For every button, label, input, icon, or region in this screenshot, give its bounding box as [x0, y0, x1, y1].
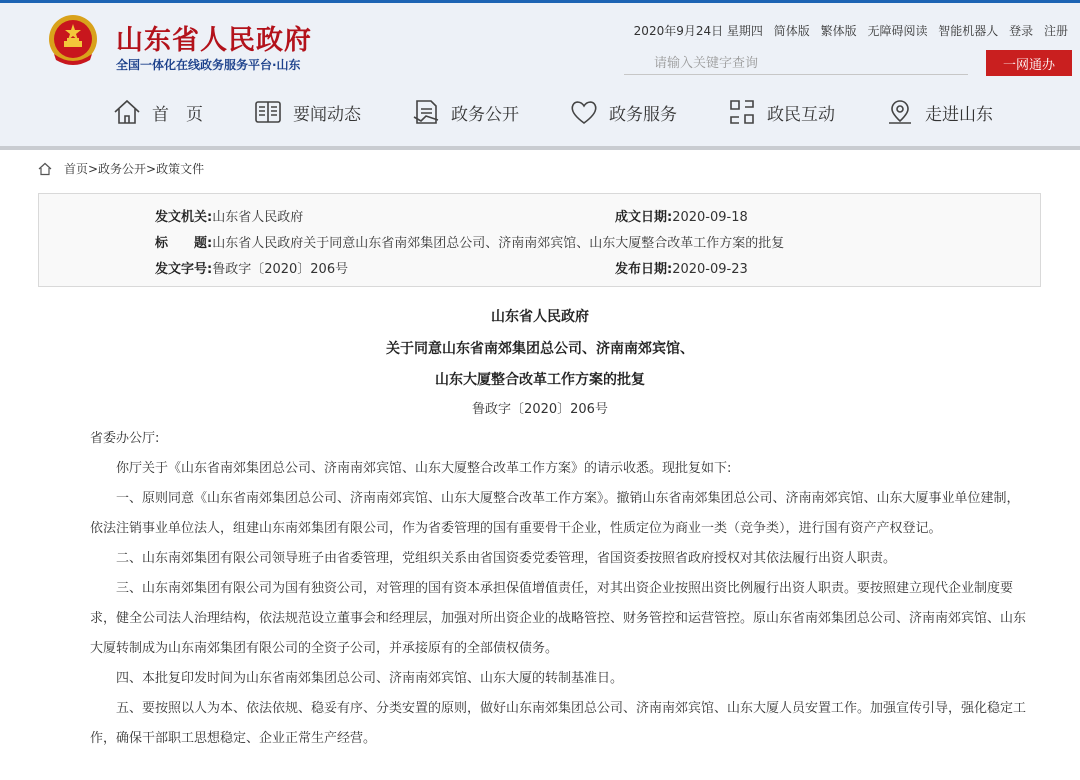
meta-date: [615, 206, 748, 225]
document-title-line-3: 山东大厦整合改革工作方案的批复: [435, 372, 645, 388]
main-nav: [112, 97, 1043, 127]
home-icon: [112, 97, 142, 127]
nav-news-label: 要闻动态: [293, 104, 361, 125]
link-robot[interactable]: 智能机器人: [938, 24, 999, 38]
site-title[interactable]: 山东省人民政府: [116, 25, 312, 56]
link-accessible[interactable]: 无障碍阅读: [867, 24, 928, 38]
meta-title-label: 标 题:: [155, 236, 213, 251]
meta-date-label: 成文日期:: [615, 210, 673, 225]
document-number: 鲁政字〔2020〕206号: [472, 402, 608, 417]
meta-docno: [155, 258, 348, 277]
top-accent-line: [0, 0, 1080, 3]
link-register[interactable]: 注册: [1043, 24, 1068, 38]
meta-title: [155, 232, 784, 251]
top-links: [627, 22, 1068, 39]
nav-news[interactable]: [253, 97, 361, 127]
nav-home-label: 首 页: [152, 104, 203, 125]
home-icon[interactable]: [38, 162, 52, 176]
nav-services-label: 政务服务: [609, 104, 677, 125]
breadcrumb: [38, 160, 204, 177]
meta-issuer-label: 发文机关:: [155, 210, 213, 225]
meta-publish-label: 发布日期:: [615, 262, 673, 277]
site-header: [0, 0, 1080, 150]
document-paragraph: 一、原则同意《山东省南郊集团总公司、济南南郊宾馆、山东大厦整合改革工作方案》。撤销山东省南郊集团总公司、济南南郊宾馆、山东大厦事业单位建制，依法注销事业单位法人，组建山东南郊集团有限公司，作为省委管理的国有重要骨干企业，性质定位为商业一类（竞争类），进行国有资产产权登记。: [90, 491, 1020, 536]
nav-services[interactable]: [569, 97, 677, 127]
nav-open-government-label: 政务公开: [451, 104, 519, 125]
document-meta-box: [38, 193, 1041, 287]
book-icon: [253, 97, 283, 127]
document-paragraph: 三、山东南郊集团有限公司为国有独资公司，对管理的国有资本承担保值增值责任，对其出资企业按照出资比例履行出资人职责。要按照建立现代企业制度要求，健全公司法人治理结构，依法规范设立董事会和经理层，加强对所出资企业的战略管控、财务管控和运营管控。原山东省南郊集团总公司、济南南郊宾馆、山东大厦转制成为山东南郊集团有限公司的全资子公司，并承接原有的全部债权债务。: [90, 581, 1027, 656]
meta-issuer: [155, 206, 303, 225]
search-button[interactable]: 一网通办: [986, 50, 1072, 76]
meta-date-value: 2020-09-18: [672, 210, 748, 225]
search-input[interactable]: [624, 53, 968, 75]
document-icon: [411, 97, 441, 127]
national-emblem-icon[interactable]: [44, 12, 102, 70]
heart-icon: [569, 97, 599, 127]
meta-docno-label: 发文字号:: [155, 262, 213, 277]
nav-interaction[interactable]: [727, 97, 835, 127]
nav-explore[interactable]: [885, 97, 993, 127]
link-login[interactable]: 登录: [1009, 24, 1034, 38]
nav-open-government[interactable]: [411, 97, 519, 127]
meta-issuer-value: 山东省人民政府: [212, 210, 304, 225]
nav-interaction-label: 政民互动: [767, 104, 835, 125]
link-simplified[interactable]: 简体版: [773, 24, 810, 38]
document-paragraph: 五、要按照以人为本、依法依规、稳妥有序、分类安置的原则，做好山东南郊集团总公司、济南南郊宾馆、山东大厦人员安置工作。加强宣传引导，强化稳定工作，确保干部职工思想稳定、企业正常生产经营。: [90, 701, 1027, 746]
document-paragraph: 四、本批复印发时间为山东省南郊集团总公司、济南南郊宾馆、山东大厦的转制基准日。: [116, 671, 624, 686]
location-icon: [885, 97, 915, 127]
link-traditional[interactable]: 繁体版: [820, 24, 857, 38]
nav-home[interactable]: [112, 97, 203, 127]
interaction-icon: [727, 97, 757, 127]
document-body: [90, 424, 1030, 754]
document-title-line-1: 山东省人民政府: [491, 309, 589, 325]
current-date: 2020年9月24日 星期四: [633, 24, 763, 38]
meta-docno-value: 鲁政字〔2020〕206号: [212, 262, 349, 277]
document-paragraph: 二、山东南郊集团有限公司领导班子由省委管理，党组织关系由省国资委党委管理，省国资委按照省政府授权对其依法履行出资人职责。: [116, 551, 897, 566]
document-salutation: 省委办公厅:: [90, 431, 160, 446]
meta-publish-value: 2020-09-23: [672, 262, 748, 277]
breadcrumb-text[interactable]: 首页>政务公开>政策文件: [64, 162, 205, 176]
site-subtitle: 全国一体化在线政务服务平台·山东: [116, 58, 301, 72]
document-title-line-2: 关于同意山东省南郊集团总公司、济南南郊宾馆、: [386, 341, 694, 357]
meta-title-value: 山东省人民政府关于同意山东省南郊集团总公司、济南南郊宾馆、山东大厦整合改革工作方案的批复: [212, 236, 785, 251]
nav-explore-label: 走进山东: [925, 104, 993, 125]
document-paragraph: 你厅关于《山东省南郊集团总公司、济南南郊宾馆、山东大厦整合改革工作方案》的请示收悉。现批复如下:: [116, 461, 732, 476]
meta-publish: [615, 258, 748, 277]
